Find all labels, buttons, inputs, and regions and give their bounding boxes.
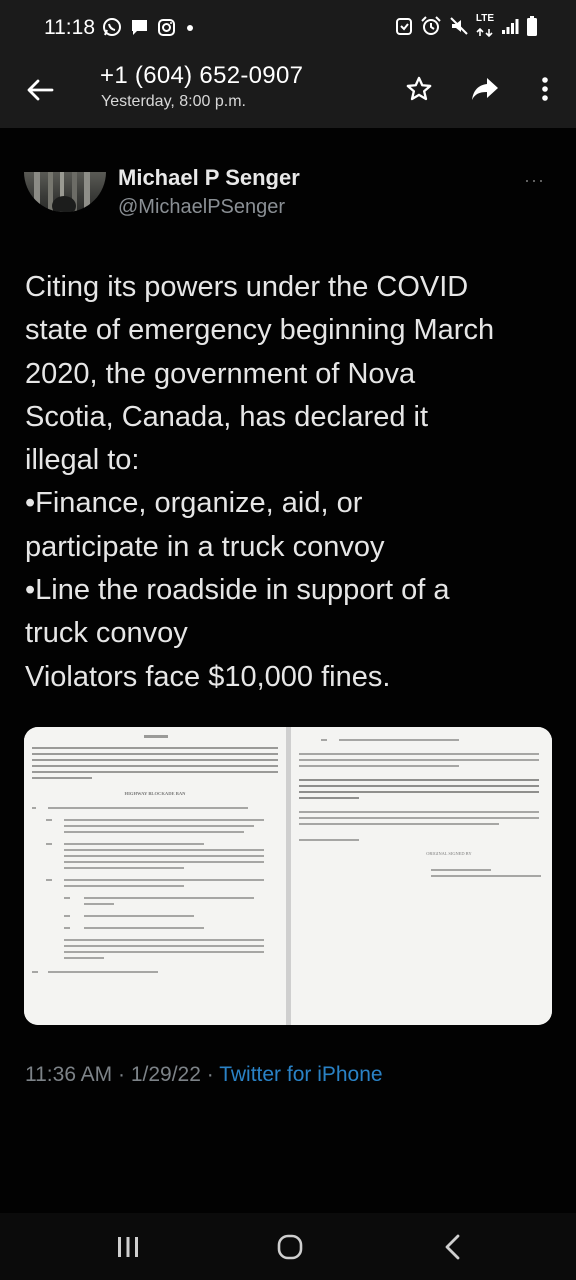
tweet-line: truck convoy <box>25 617 188 650</box>
signature-caption: ORIGINAL SIGNED BY <box>426 851 472 856</box>
recents-icon <box>116 1236 140 1258</box>
dot-icon <box>184 21 196 39</box>
tweet-more-icon: ··· <box>524 170 545 190</box>
tweet-source-link: Twitter for iPhone <box>219 1063 383 1086</box>
instagram-icon <box>157 18 176 42</box>
back-button[interactable] <box>22 72 58 108</box>
tweet-line: •Line the roadside in support of a <box>25 574 450 607</box>
battery-icon <box>526 15 538 42</box>
star-icon <box>405 75 433 103</box>
signal-icon <box>501 17 519 40</box>
nav-back-button[interactable] <box>436 1231 468 1263</box>
mute-icon <box>449 16 469 41</box>
status-time: 11:18 <box>44 16 95 39</box>
more-options-button[interactable] <box>530 72 560 106</box>
forward-icon <box>470 76 500 102</box>
star-button[interactable] <box>402 72 436 106</box>
back-arrow-icon <box>26 78 54 102</box>
home-button[interactable] <box>272 1231 308 1263</box>
navigation-bar <box>0 1213 576 1280</box>
tweet-line: 2020, the government of Nova <box>25 357 416 390</box>
back-icon <box>443 1233 461 1261</box>
tweet-author-name: Michael P Senger <box>118 165 300 189</box>
tweet-text <box>25 266 555 699</box>
tweet-attachment-image[interactable] <box>24 727 552 1025</box>
document-page-left <box>24 727 286 1025</box>
tweet-line: Scotia, Canada, has declared it <box>25 400 429 433</box>
tweet-line: illegal to: <box>25 444 140 477</box>
tweet-line: Citing its powers under the COVID <box>25 271 469 303</box>
recents-button[interactable] <box>110 1233 146 1261</box>
status-bar <box>0 0 576 58</box>
alarm-icon <box>420 16 442 41</box>
lte-label: LTE <box>475 13 494 24</box>
tweet-line: participate in a truck convoy <box>25 530 385 563</box>
tweet-metadata <box>25 1063 383 1087</box>
tweet-handle: @MichaelPSenger <box>118 196 286 218</box>
tweet-line: Violators face $10,000 fines. <box>25 660 391 693</box>
tweet-timestamp: 11:36 AM · 1/29/22 · <box>25 1063 220 1086</box>
notification-icons <box>102 17 196 42</box>
whatsapp-icon <box>102 17 122 42</box>
message-icon <box>130 18 149 42</box>
message-timestamp: Yesterday, 8:00 p.m. <box>101 93 246 110</box>
home-icon <box>276 1233 304 1261</box>
document-page-right <box>291 727 552 1025</box>
forward-button[interactable] <box>468 72 502 106</box>
alarm-clock-icon <box>395 16 413 41</box>
more-vert-icon <box>541 76 549 102</box>
tweet-line: •Finance, organize, aid, or <box>25 487 363 520</box>
document-heading: HIGHWAY BLOCKADE BAN <box>124 791 186 796</box>
app-bar <box>0 58 576 128</box>
contact-title: +1 (604) 652-0907 <box>100 62 304 89</box>
system-icons <box>395 14 538 42</box>
lte-icon <box>476 14 494 42</box>
tweet-line: state of emergency beginning March <box>25 314 495 347</box>
